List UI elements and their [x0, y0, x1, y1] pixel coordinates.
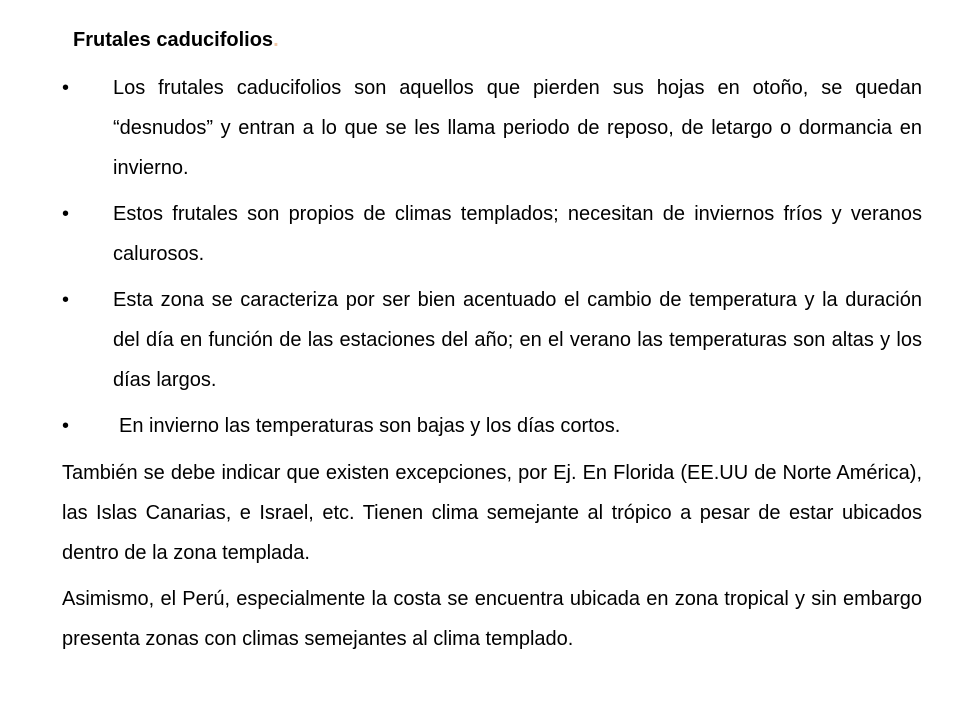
paragraph-peru: Asimismo, el Perú, especialmente la costa se encuentra ubicada en zona tropical y sin embargo presenta zonas con climas semejantes al clima templado.: [62, 588, 922, 650]
bullet-item: [62, 406, 922, 446]
bullet-item: [62, 280, 922, 400]
bullet-mark: •: [62, 203, 70, 225]
bullet-text: Los frutales caducifolios son aquellos que pierden sus hojas en otoño, se quedan “desnudos” y entran a lo que se les llama periodo de reposo, de letargo o dormancia en invierno.: [113, 77, 922, 179]
bullet-mark: •: [62, 415, 70, 437]
bullet-text: Esta zona se caracteriza por ser bien acentuado el cambio de temperatura y la duración del día en función de las estaciones del año; en el verano las temperaturas son altas y los días largos.: [113, 289, 922, 391]
bullet-text: En invierno las temperaturas son bajas y los días cortos.: [119, 415, 621, 437]
slide-body: [62, 68, 922, 665]
title-text: Frutales caducifolios: [73, 29, 274, 51]
bullet-mark: •: [62, 77, 70, 99]
title-dot: .: [273, 29, 279, 51]
paragraph-exceptions: También se debe indicar que existen excepciones, por Ej. En Florida (EE.UU de Norte América), las Islas Canarias, e Israel, etc. Tienen clima semejante al trópico a pesar de estar ubicados dentro de la zona templada.: [62, 462, 922, 564]
bullet-mark: •: [62, 289, 70, 311]
bullet-item: [62, 194, 922, 274]
slide-title: [73, 25, 279, 55]
bullet-text: Estos frutales son propios de climas templados; necesitan de inviernos fríos y veranos calurosos.: [113, 203, 922, 265]
bullet-item: [62, 68, 922, 188]
